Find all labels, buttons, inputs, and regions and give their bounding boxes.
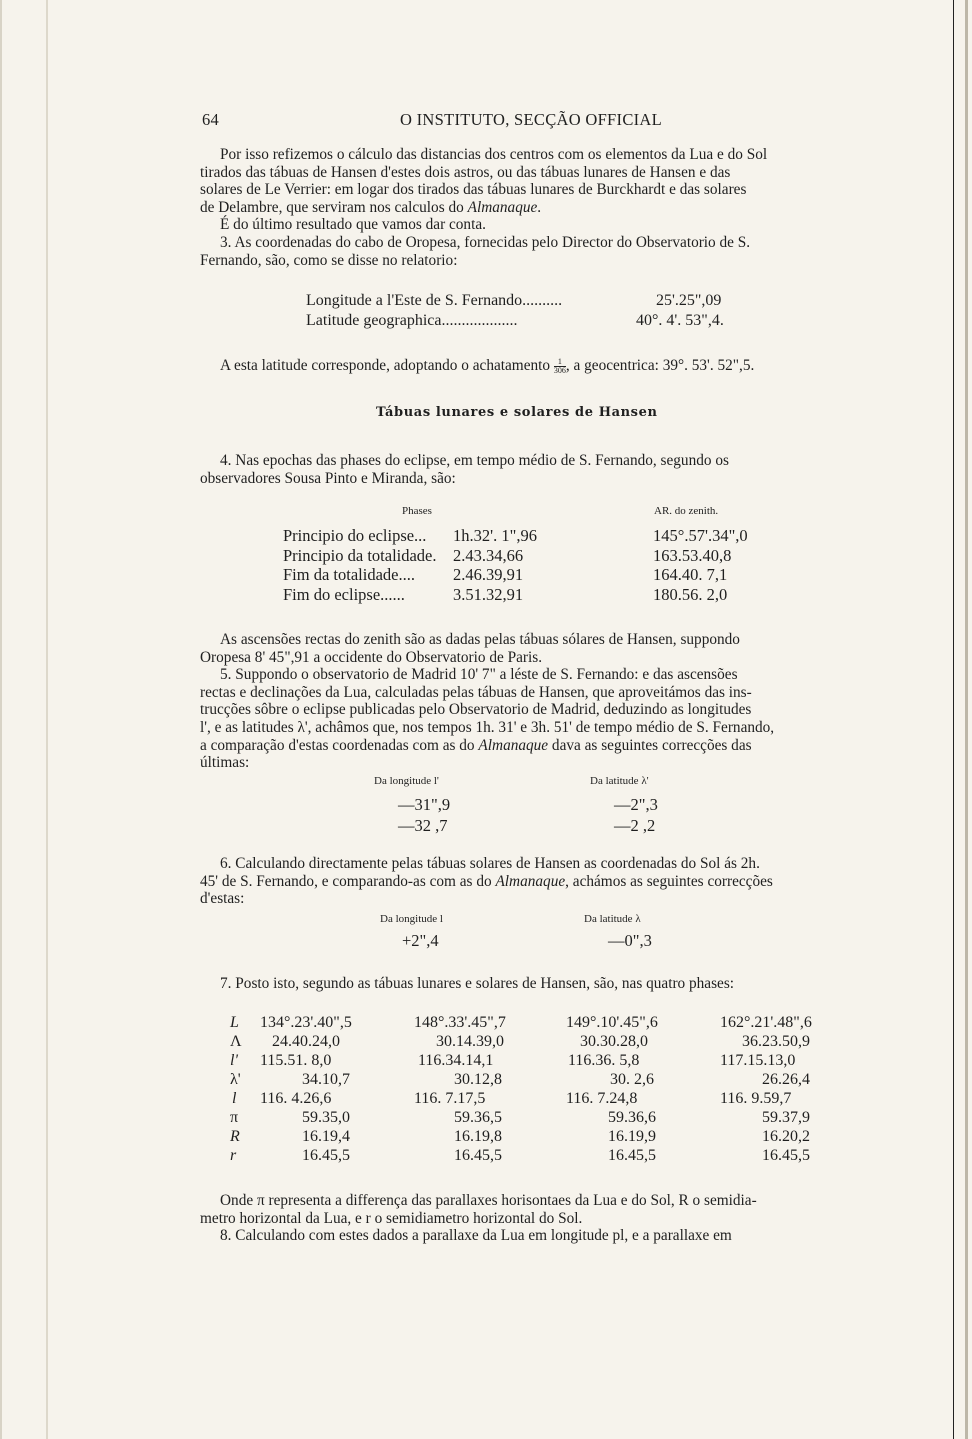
- text-line: rectas e declinações da Lua, calculadas pelas tábuas de Hansen, que aproveitámos das ins-: [200, 683, 752, 701]
- symbol-l: l: [232, 1090, 237, 1107]
- almanaque-italic: Almanaque: [495, 872, 566, 890]
- text-span: , a geocentrica: 39°. 53'. 52",5.: [565, 357, 755, 374]
- coord-label: Latitude geographica...................: [306, 312, 518, 329]
- paragraph-onde: [200, 1192, 856, 1245]
- fraction-numerator: 1: [554, 358, 566, 367]
- flattening-fraction: [554, 358, 566, 375]
- corr5-header-long: Da longitude l': [374, 775, 439, 787]
- text-line: [200, 199, 856, 217]
- page-fold-line: [46, 0, 48, 1439]
- table-row: [283, 546, 748, 566]
- corr6-header-lat: Da latitude λ: [584, 913, 641, 925]
- page-number: 64: [202, 110, 220, 129]
- table-cell: 149°.10'.45",6: [566, 1014, 658, 1031]
- paragraph-6: [200, 855, 856, 908]
- corr5-value: —2",3: [614, 795, 658, 814]
- symbol-R: R: [230, 1128, 240, 1145]
- table-cell: 116.36. 5,8: [568, 1052, 640, 1069]
- phases-header: Phases: [402, 505, 432, 517]
- table-cell: 16.19,8: [454, 1128, 502, 1145]
- text-line: 6. Calculando directamente pelas tábuas solares de Hansen as coordenadas do Sol ás 2h.: [220, 855, 760, 872]
- ar-cell: 180.56. 2,0: [653, 584, 728, 604]
- table-cell: 30. 2,6: [610, 1071, 654, 1088]
- table-cell: 30.30.28,0: [580, 1033, 648, 1050]
- time-cell: 1h.32'. 1",96: [453, 526, 537, 545]
- text-span: A esta latitude corresponde, adoptando o achatamento: [220, 357, 551, 374]
- almanaque-italic: Almanaque: [478, 736, 549, 754]
- table-cell: 148°.33'.45",7: [414, 1014, 506, 1031]
- text-span: a comparação d'estas coordenadas com as do: [200, 736, 479, 754]
- text-line: 4. Nas epochas das phases do eclipse, em tempo médio de S. Fernando, segundo os: [220, 452, 729, 469]
- table-cell: 115.51. 8,0: [260, 1052, 332, 1069]
- text-span: de Delambre, que serviram nos calculos do: [200, 198, 468, 216]
- running-head-title: O INSTITUTO, SECÇÃO OFFICIAL: [400, 110, 663, 129]
- text-line: É do último resultado que vamos dar conta.: [220, 216, 486, 234]
- table-cell: 117.15.13,0: [720, 1052, 796, 1069]
- quantities-table: [222, 1014, 862, 1174]
- time-cell: 3.51.32,91: [453, 584, 524, 604]
- text-line: observadores Sousa Pinto e Miranda, são:: [200, 469, 456, 487]
- text-line: Onde π representa a differença das parallaxes horisontaes da Lua e do Sol, R o semidia-: [220, 1192, 757, 1209]
- table-row: [283, 526, 748, 546]
- text-line: 8. Calculando com estes dados a parallaxe da Lua em longitude pl, e a parallaxe em: [220, 1227, 732, 1245]
- coord-label: Longitude a l'Este de S. Fernando..........: [306, 292, 563, 309]
- phase-cell: Principio da totalidade.: [283, 545, 437, 565]
- symbol-Lambda: Λ: [230, 1033, 242, 1050]
- paragraph-7: [200, 975, 856, 993]
- text-line: As ascensões rectas do zenith são as dadas pelas tábuas sólares de Hansen, suppondo: [220, 631, 740, 648]
- corr6-header-long: Da longitude l: [380, 913, 443, 925]
- text-line: Por isso refizemos o cálculo das distancias dos centros com os elementos da Lua e do Sol: [220, 146, 768, 163]
- ar-cell: 145°.57'.34",0: [653, 526, 748, 545]
- table-cell: 26.26,4: [762, 1071, 810, 1088]
- symbol-r: r: [230, 1147, 237, 1164]
- text-line: solares de Le Verrier: em logar dos tirados das tábuas lunares de Burckhardt e das solares: [200, 181, 747, 199]
- corr5-header-lat: Da latitude λ': [590, 775, 649, 787]
- text-span: dava as seguintes correcções das: [548, 736, 752, 754]
- table-cell: 16.45,5: [302, 1147, 350, 1164]
- text-line: 3. As coordenadas do cabo de Oropesa, fornecidas pelo Director do Observatorio de S.: [220, 233, 751, 251]
- corr6-latitude-value: —0",3: [608, 931, 652, 950]
- symbol-lambda-prime: λ': [230, 1071, 241, 1088]
- phase-cell: Fim da totalidade....: [283, 565, 415, 584]
- text-span: 45' de S. Fernando, e comparando-as com as do: [200, 872, 496, 890]
- paragraph-ascensoes: [200, 631, 856, 772]
- table-cell: 116. 7.24,8: [566, 1090, 638, 1107]
- table-cell: 59.36,6: [608, 1109, 656, 1126]
- table-cell: 116. 4.26,6: [260, 1090, 332, 1107]
- table-cell: 59.35,0: [302, 1109, 350, 1126]
- corr5-latitude-column: [614, 794, 658, 836]
- symbol-pi: π: [230, 1109, 239, 1126]
- time-cell: 2.43.34,66: [453, 545, 524, 565]
- page-edge-shadow: [965, 0, 968, 1439]
- ar-cell: 163.53.40,8: [653, 545, 732, 565]
- coord-value: 25'.25",09: [656, 292, 722, 309]
- almanaque-italic: Almanaque: [467, 198, 538, 216]
- table-cell: 16.19,4: [302, 1128, 350, 1145]
- text-line: Fernando, são, como se disse no relatorio:: [200, 251, 458, 269]
- latitude-line: [220, 357, 860, 375]
- text-line: 7. Posto isto, segundo as tábuas lunares e solares de Hansen, são, nas quatro phases:: [220, 975, 735, 992]
- text-line: tirados das tábuas de Hansen d'estes dois astros, ou das tábuas lunares de Hansen e das: [200, 163, 731, 181]
- table-cell: 36.23.50,9: [742, 1033, 810, 1050]
- symbol-L: L: [230, 1014, 239, 1031]
- symbol-l-prime: l': [230, 1052, 238, 1069]
- section-heading: Tábuas lunares e solares de Hansen: [376, 405, 658, 420]
- text-span: .: [537, 198, 542, 216]
- text-line: Oropesa 8' 45",91 a occidente do Observatorio de Paris.: [200, 648, 543, 666]
- phases-table: [283, 526, 748, 604]
- table-row: [283, 585, 748, 605]
- time-cell: 2.46.39,91: [453, 565, 524, 584]
- text-line: d'estas:: [200, 890, 245, 908]
- page-edge-line: [953, 0, 954, 1439]
- corr6-longitude-value: +2",4: [402, 931, 439, 950]
- table-cell: 16.20,2: [762, 1128, 810, 1145]
- text-line: metro horizontal da Lua, e r o semidiametro horizontal do Sol.: [200, 1209, 583, 1227]
- table-cell: 134°.23'.40",5: [260, 1014, 352, 1031]
- text-line: [200, 737, 856, 755]
- phase-cell: Fim do eclipse......: [283, 584, 405, 604]
- text-span: , achámos as seguintes correcções: [565, 872, 773, 890]
- table-cell: 16.45,5: [454, 1147, 502, 1164]
- table-row: [283, 565, 748, 585]
- text-line: trucções sôbre o eclipse publicadas pelo Observatorio de Madrid, deduzindo as longitudes: [200, 701, 752, 719]
- paragraph-4: [200, 452, 856, 487]
- table-cell: 116. 9.59,7: [720, 1090, 792, 1107]
- table-cell: 59.36,5: [454, 1109, 502, 1126]
- table-cell: 16.19,9: [608, 1128, 656, 1145]
- table-cell: 24.40.24,0: [272, 1033, 340, 1050]
- corr5-value: —31",9: [398, 795, 451, 814]
- text-line: [200, 873, 856, 891]
- coord-value: 40°. 4'. 53",4.: [636, 312, 724, 329]
- table-cell: 34.10,7: [302, 1071, 350, 1088]
- text-line: 5. Suppondo o observatorio de Madrid 10' 7" a léste de S. Fernando: e das ascensões: [220, 666, 738, 684]
- coordinates-block: [306, 291, 724, 331]
- table-cell: 59.37,9: [762, 1109, 810, 1126]
- phase-cell: Principio do eclipse...: [283, 526, 427, 545]
- table-cell: 16.45,5: [762, 1147, 810, 1164]
- corr5-value: —32 ,7: [398, 816, 448, 835]
- fraction-denominator: 306: [553, 365, 566, 375]
- text-line: últimas:: [200, 754, 250, 772]
- corr5-longitude-column: [398, 794, 450, 836]
- table-cell: 16.45,5: [608, 1147, 656, 1164]
- table-cell: 30.12,8: [454, 1071, 502, 1088]
- table-cell: 116. 7.17,5: [414, 1090, 486, 1107]
- text-line: l', e as latitudes λ', achâmos que, nos tempos 1h. 31' e 3h. 51' de tempo médio de S. Fernando,: [200, 718, 775, 736]
- intro-paragraph: [200, 146, 856, 269]
- table-cell: 116.34.14,1: [418, 1052, 494, 1069]
- corr5-value: —2 ,2: [614, 816, 656, 835]
- table-cell: 162°.21'.48",6: [720, 1014, 812, 1031]
- table-cell: 30.14.39,0: [436, 1033, 504, 1050]
- ar-header: AR. do zenith.: [654, 505, 719, 517]
- ar-cell: 164.40. 7,1: [653, 565, 728, 584]
